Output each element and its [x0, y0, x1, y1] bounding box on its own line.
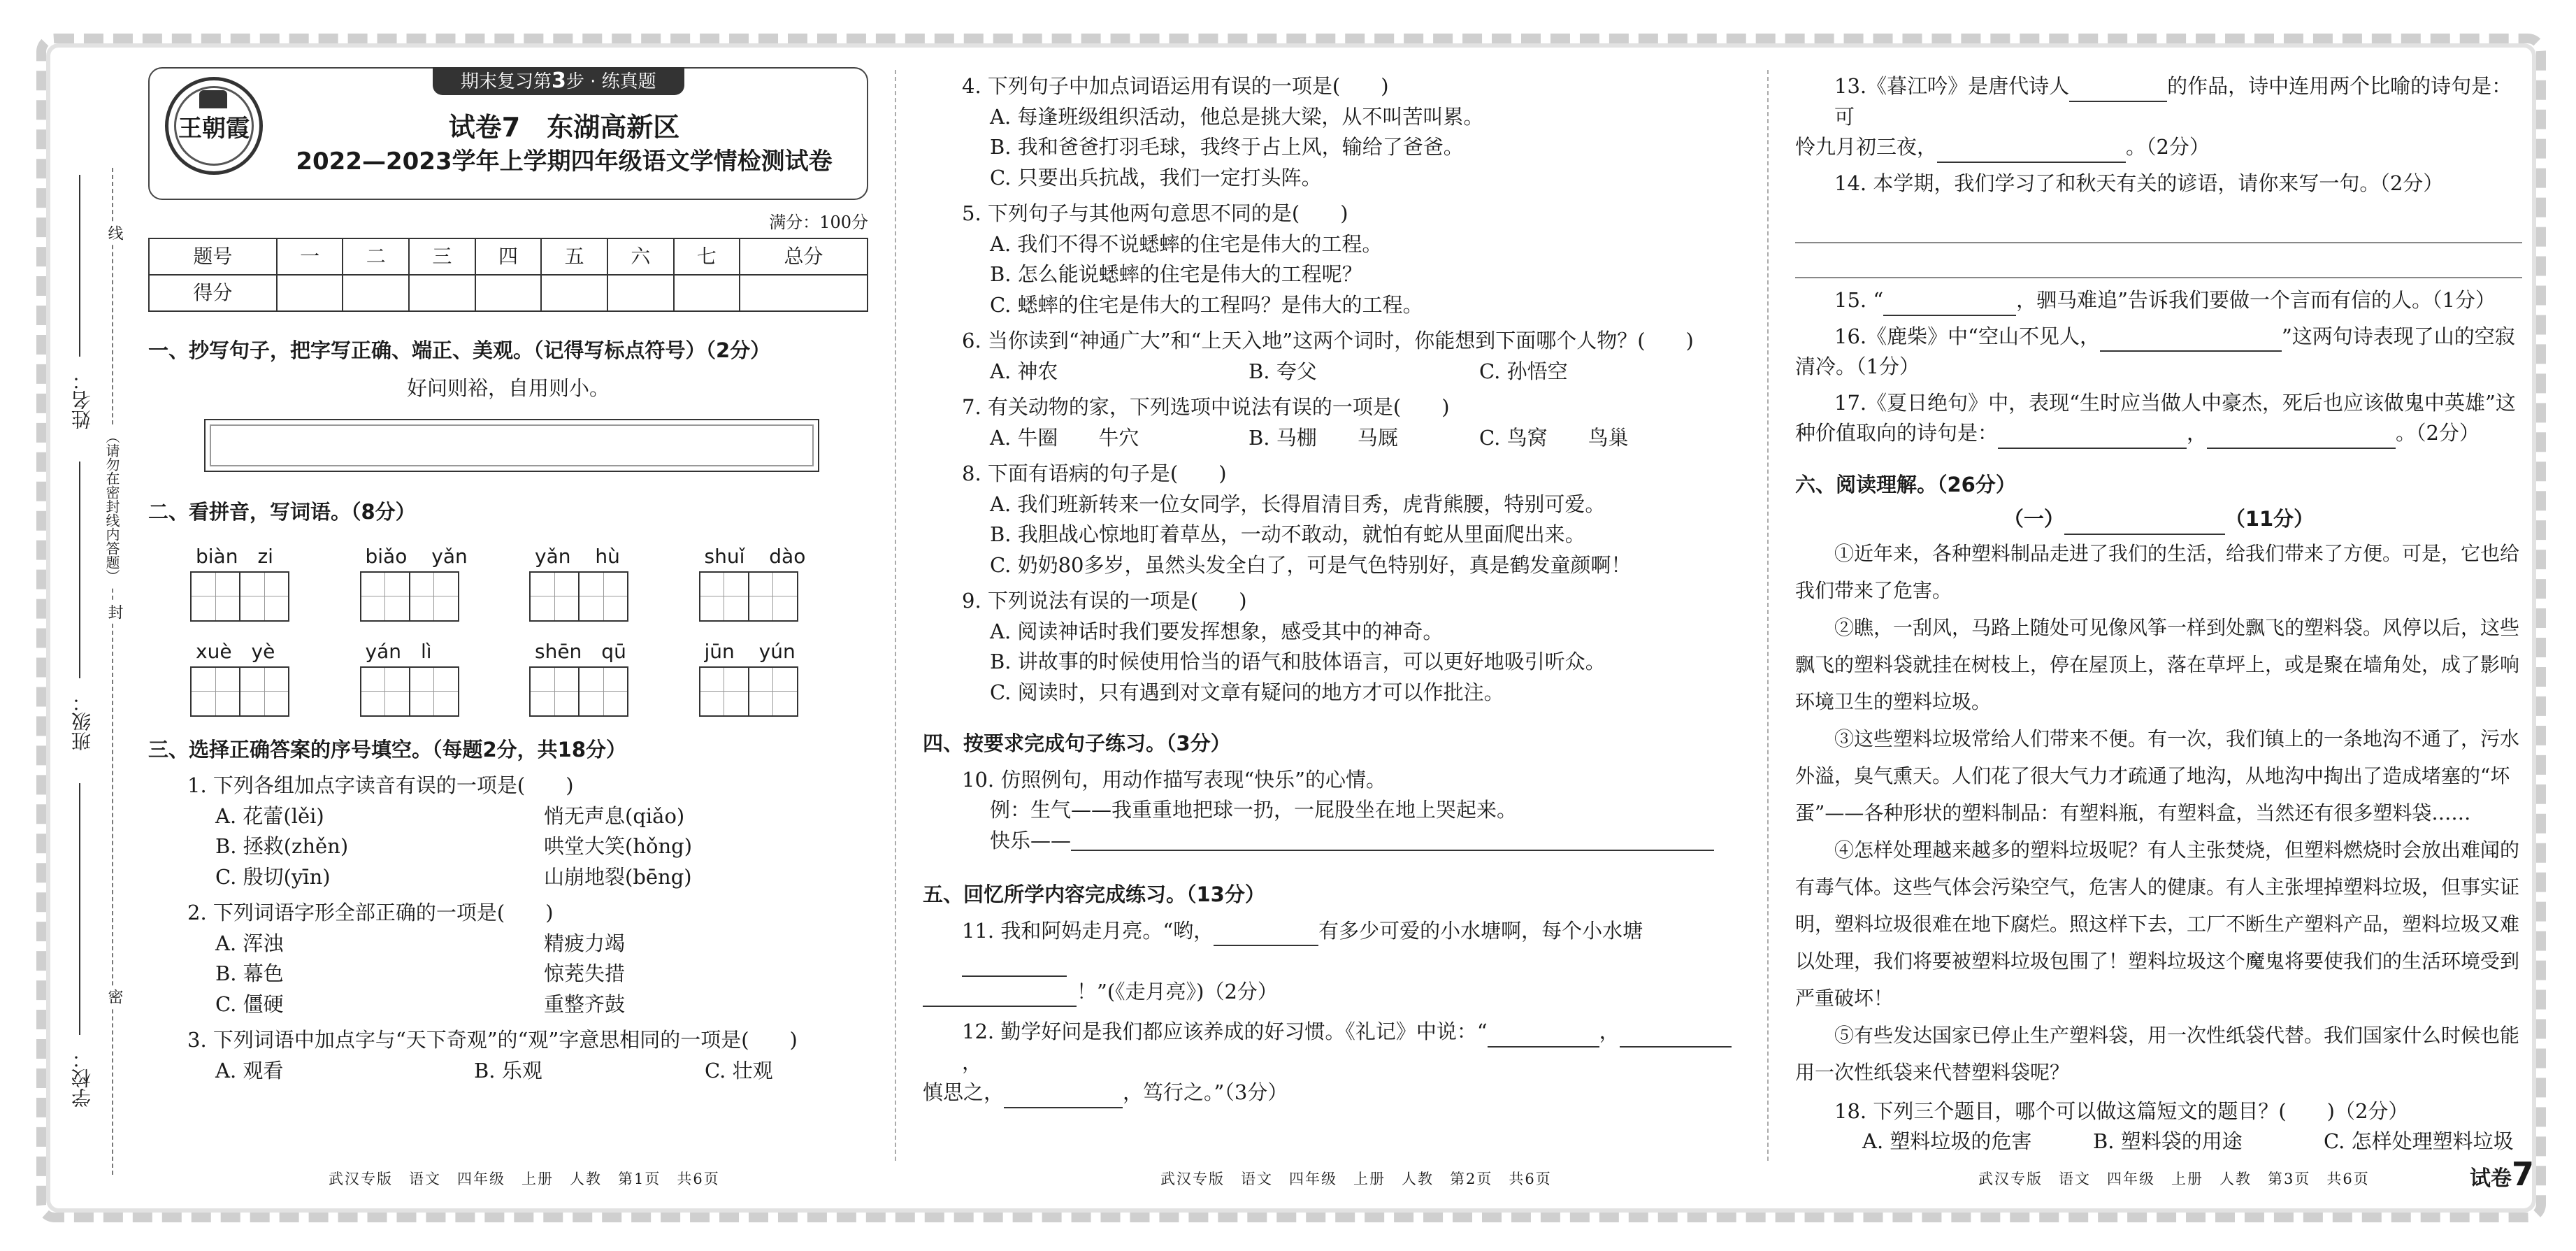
q5-option-a[interactable]: A. 我们不得不说蟋蟀的住宅是伟大的工程。: [990, 231, 1383, 256]
page-1: [148, 67, 868, 1186]
page-2: [923, 67, 1741, 1186]
school-label: 学校：: [71, 1049, 94, 1108]
page-3: [1795, 67, 2522, 1186]
writing-box[interactable]: [360, 666, 410, 717]
q2-option-b[interactable]: B. 幕色 惊茺失措: [215, 962, 626, 985]
q18-option-c[interactable]: C. 怎样处理塑料垃圾: [2324, 1129, 2514, 1153]
score-cell[interactable]: [740, 275, 868, 311]
exam-title: 试卷7 东湖高新区: [448, 112, 680, 143]
score-cell[interactable]: [674, 275, 740, 311]
review-step-tag: 期末复习第3步 · 练真题: [433, 67, 684, 95]
q4-option-c[interactable]: C. 只要出兵抗战，我们一定打头阵。: [990, 165, 1322, 190]
question-7: 7. 有关动物的家，下列选项中说法有误的一项是( ): [962, 395, 1450, 419]
copy-sentence: 好问则裕，自用则小。: [406, 376, 610, 400]
score-cell[interactable]: [607, 275, 674, 311]
question-12-cont: 慎思之， ，笃行之。”（3分）: [923, 1078, 1741, 1108]
q9-option-c[interactable]: C. 阅读时，只有遇到对文章有疑问的地方才可以作批注。: [990, 680, 1504, 704]
footer-page-3: 武汉专版 语文 四年级 上册 人教 第3页 共6页: [1978, 1171, 2370, 1187]
q10-blank[interactable]: [1071, 826, 1714, 851]
q18-option-a[interactable]: A. 塑料垃圾的危害: [1862, 1129, 2032, 1153]
writing-box[interactable]: [409, 666, 459, 717]
footer-page-2: 武汉专版 语文 四年级 上册 人教 第2页 共6页: [1160, 1171, 1552, 1187]
pinyin-item: xuè yè: [190, 637, 360, 717]
question-16: 16.《鹿柴》中“空山不见人， ”这两句诗表现了山的空寂: [1795, 322, 2522, 352]
binding-note: （请勿在密封线内答题）: [102, 427, 122, 586]
q17-blank-1[interactable]: [1998, 424, 2187, 449]
question-4: 4. 下列句子中加点词语运用有误的一项是( ): [962, 74, 1389, 98]
binding-mi: 密: [103, 986, 125, 1007]
q5-option-c[interactable]: C. 蟋蟀的住宅是伟大的工程吗？是伟大的工程。: [990, 292, 1423, 317]
reading-paragraph-2: ②瞧，一刮风，马路上随处可见像风筝一样到处飘飞的塑料袋。风停以后，这些飘飞的塑料袋就挂在树枝上，停在屋顶上，落在草坪上，或是聚在墙角处，成了影响环境卫生的塑料垃圾。: [1795, 615, 2520, 713]
q10-example: 例：生气——我重重地把球一扔，一屁股坐在地上哭起来。: [990, 798, 1518, 822]
column-divider-2: [1767, 70, 1769, 1161]
q1-option-b[interactable]: B. 拯救(zhěn) 哄堂大笑(hǒng): [215, 834, 693, 858]
writing-box[interactable]: [699, 571, 749, 622]
q16-blank[interactable]: [2100, 327, 2282, 352]
question-11-cont: ！”(《走月亮》)（2分）: [923, 977, 1741, 1008]
q12-blank-1[interactable]: [1488, 1022, 1599, 1048]
copy-answer-box[interactable]: [204, 419, 819, 472]
q14-line-2[interactable]: [1795, 249, 2522, 278]
question-2: 2. 下列词语字形全部正确的一项是( ): [187, 901, 554, 924]
writing-box[interactable]: [409, 571, 459, 622]
q9-option-a[interactable]: A. 阅读神话时我们要发挥想象，感受其中的神奇。: [990, 619, 1444, 643]
q7-options: [923, 423, 1741, 454]
q11-blank-2[interactable]: [962, 952, 1067, 977]
q5-option-b[interactable]: B. 怎么能说蟋蟀的住宅是伟大的工程呢？: [990, 262, 1362, 286]
q6-option-b[interactable]: B. 夸父: [1249, 359, 1317, 383]
full-score: 满分：100分: [769, 213, 868, 232]
q11-blank-1[interactable]: [1214, 921, 1318, 946]
writing-box[interactable]: [699, 666, 749, 717]
pinyin-item: biàn zi: [190, 542, 360, 622]
question-10: 10. 仿照例句，用动作描写表现“快乐”的心情。: [962, 767, 1386, 792]
q4-option-b[interactable]: B. 我和爸爸打羽毛球，我终于占上风，输给了爸爸。: [990, 135, 1464, 159]
q18-option-b[interactable]: B. 塑料袋的用途: [2093, 1129, 2243, 1153]
writing-box[interactable]: [239, 666, 289, 717]
binding-xian: 线: [103, 222, 125, 243]
score-header: 七: [674, 238, 740, 275]
exam-subtitle: 2022—2023学年上学期四年级语文学情检测试卷: [296, 148, 833, 176]
q6-options: [923, 357, 1741, 387]
pinyin-item: yǎn hù: [529, 542, 699, 622]
binding-feng: 封: [103, 601, 125, 622]
q2-option-a[interactable]: A. 浑浊 精疲力竭: [215, 931, 626, 955]
writing-box[interactable]: [190, 666, 240, 717]
question-13-cont: 怜九月初三夜， 。（2分）: [1795, 132, 2522, 163]
column-divider-1: [895, 70, 896, 1161]
reading-paragraph-5: ⑤有些发达国家已停止生产塑料袋，用一次性纸袋代替。我们国家什么时候也能用一次性纸袋来代替塑料袋呢？: [1795, 1023, 2520, 1084]
reading-paragraph-1: ①近年来，各种塑料制品走进了我们的生活，给我们带来了方便。可是，它也给我们带来了危害。: [1795, 541, 2520, 602]
question-3: 3. 下列词语中加点字与“天下奇观”的“观”字意思相同的一项是( ): [187, 1028, 798, 1052]
question-14: 14. 本学期，我们学习了和秋天有关的谚语，请你来写一句。（2分）: [1834, 171, 2444, 195]
reading-part-title: （一） （11分）: [1795, 504, 2522, 535]
q1-option-c[interactable]: C. 殷切(yīn) 山崩地裂(bēng): [215, 864, 692, 889]
name-line: [79, 175, 80, 357]
q7-option-c[interactable]: C. 鸟窝 鸟巢: [1479, 425, 1629, 450]
reading-title-blank[interactable]: [2064, 511, 2225, 535]
score-header: 四: [475, 238, 542, 275]
q8-option-b[interactable]: B. 我胆战心惊地盯着草丛，一动不敢动，就怕有蛇从里面爬出来。: [990, 522, 1585, 546]
q3-options: [148, 1056, 868, 1087]
pinyin-item: biǎo yǎn: [360, 542, 530, 622]
score-row-label: 得分: [149, 275, 277, 311]
q11-blank-3[interactable]: [923, 982, 1077, 1007]
section-2-title: 二、看拼音，写词语。（8分）: [148, 500, 416, 524]
q14-line-1[interactable]: [1795, 214, 2522, 243]
writing-box[interactable]: [239, 571, 289, 622]
q4-option-a[interactable]: A. 每逢班级组织活动，他总是挑大梁，从不叫苦叫累。: [990, 104, 1484, 129]
pinyin-item: shēn qū: [529, 637, 699, 717]
reading-paragraph-3: ③这些塑料垃圾常给人们带来不便。有一次，我们镇上的一条地沟不通了，污水外溢，臭气熏天。人们花了很大气力才疏通了地沟，从地沟中掏出了造成堵塞的“坏蛋”——各种形状的塑料制品：有塑料瓶，有塑料盒，当然还有很多塑料袋……: [1795, 727, 2520, 824]
score-cell[interactable]: [475, 275, 542, 311]
score-cell[interactable]: [343, 275, 409, 311]
question-5: 5. 下列句子与其他两句意思不同的是( ): [962, 201, 1348, 225]
question-16-cont: 清冷。（1分）: [1795, 355, 1920, 378]
class-label: 班级：: [71, 692, 94, 751]
section-3-title: 三、选择正确答案的序号填空。（每题2分，共18分）: [148, 737, 627, 762]
question-13: 13.《暮江吟》是唐代诗人 的作品，诗中连用两个比喻的诗句是：可: [1834, 74, 2512, 129]
q13-blank-1[interactable]: [2069, 77, 2167, 102]
score-table: [148, 238, 868, 312]
section-1-title: 一、抄写句子，把字写正确、端正、美观。（记得写标点符号）（2分）: [148, 338, 771, 362]
section-4-title: 四、按要求完成句子练习。（3分）: [923, 731, 1231, 755]
q3-option-b[interactable]: B. 乐观: [474, 1058, 542, 1082]
question-8: 8. 下面有语病的句子是( ): [962, 462, 1227, 485]
writing-box[interactable]: [578, 666, 628, 717]
writing-box[interactable]: [578, 571, 628, 622]
name-label: 姓名：: [71, 371, 94, 429]
pinyin-item: jūn yún: [699, 637, 869, 717]
reading-paragraph-4: ④怎样处理越来越多的塑料垃圾呢？有人主张焚烧，但塑料燃烧时会放出难闻的有毒气体。这些气体会污染空气，危害人的健康。有人主张埋掉塑料垃圾，但事实证明，塑料垃圾很难在地下腐烂。照这样下去，工厂不断生产塑料产品，塑料垃圾又难以处理，我们将要被塑料垃圾包围了！塑料垃圾这个魔鬼将要使我们的生活环境受到严重破坏！: [1795, 838, 2520, 1010]
q9-option-b[interactable]: B. 讲故事的时候使用恰当的语气和肢体语言，可以更好地吸引听众。: [990, 650, 1606, 673]
section-5-title: 五、回忆所学内容完成练习。（13分）: [923, 882, 1265, 906]
q7-option-b[interactable]: B. 马棚 马厩: [1249, 425, 1398, 450]
writing-box[interactable]: [748, 571, 798, 622]
pinyin-grid: [190, 542, 868, 717]
q13-blank-2[interactable]: [1937, 138, 2126, 163]
question-18: 18. 下列三个题目，哪个可以做这篇短文的题目？( )（2分）: [1834, 1099, 2409, 1123]
class-line: [79, 462, 80, 678]
section-6-title: 六、阅读理解。（26分）: [1795, 472, 2016, 496]
pinyin-item: yán lì: [360, 637, 530, 717]
q3-option-c[interactable]: C. 壮观: [705, 1058, 773, 1082]
q18-options: [1795, 1127, 2522, 1157]
q15-blank[interactable]: [1883, 291, 2016, 316]
q1-option-a[interactable]: A. 花蕾(lěi) 悄无声息(qiǎo): [215, 803, 685, 828]
q8-option-c[interactable]: C. 奶奶80多岁，虽然头发全白了，可是气色特别好，真是鹤发童颜啊！: [990, 552, 1632, 577]
q12-blank-2[interactable]: [1620, 1022, 1732, 1048]
writing-box[interactable]: [360, 571, 410, 622]
score-header: 三: [409, 238, 475, 275]
school-line: [79, 783, 80, 1035]
score-header: 二: [343, 238, 409, 275]
question-9: 9. 下列说法有误的一项是( ): [962, 589, 1247, 613]
q2-option-c[interactable]: C. 僵硬 重整齐鼓: [215, 992, 626, 1016]
score-header: 题号: [149, 238, 277, 275]
score-header: 一: [277, 238, 343, 275]
q7-option-a[interactable]: A. 牛圈 牛穴: [990, 425, 1139, 450]
binding-line: [112, 168, 113, 1175]
q6-option-a[interactable]: A. 神农: [990, 359, 1058, 383]
question-15: 15. “ ，驷马难追”告诉我们要做一个言而有信的人。（1分）: [1795, 285, 2522, 316]
pinyin-item: shuǐ dào: [699, 542, 869, 622]
footer-page-1: 武汉专版 语文 四年级 上册 人教 第1页 共6页: [329, 1171, 720, 1187]
question-1: 1. 下列各组加点字读音有误的一项是( ): [187, 773, 574, 797]
q12-blank-3[interactable]: [1004, 1083, 1123, 1108]
paper-number-tag: 试卷7: [2469, 1155, 2534, 1193]
writing-box[interactable]: [190, 571, 240, 622]
question-6: 6. 当你读到“神通广大”和“上天入地”这两个词时，你能想到下面哪个人物？( ): [962, 329, 1694, 352]
q3-option-a[interactable]: A. 观看: [215, 1058, 284, 1082]
question-12: 12. 勤学好问是我们都应该养成的好习惯。《礼记》中说：“ ，，: [923, 1017, 1741, 1078]
q17-blank-2[interactable]: [2207, 424, 2396, 449]
score-cell[interactable]: [541, 275, 607, 311]
q6-option-c[interactable]: C. 孙悟空: [1479, 359, 1568, 383]
publisher-logo: 王朝霞: [165, 77, 263, 175]
q10-answer: 快乐——: [923, 826, 1741, 857]
q8-option-a[interactable]: A. 我们班新转来一位女同学，长得眉清目秀，虎背熊腰，特别可爱。: [990, 492, 1606, 516]
score-cell[interactable]: [277, 275, 343, 311]
writing-box[interactable]: [529, 571, 580, 622]
question-17-cont: 种价值取向的诗句是： ， 。（2分）: [1795, 418, 2522, 449]
score-cell[interactable]: [409, 275, 475, 311]
question-11: 11. 我和阿妈走月亮。“哟， 有多少可爱的小水塘啊，每个小水塘: [923, 916, 1741, 977]
score-header: 总分: [740, 238, 868, 275]
score-header: 五: [541, 238, 607, 275]
exam-header: [148, 67, 868, 200]
writing-box[interactable]: [529, 666, 580, 717]
writing-box[interactable]: [748, 666, 798, 717]
question-17: 17.《夏日绝句》中，表现“生时应当做人中豪杰，死后也应该做鬼中英雄”这: [1834, 390, 2516, 415]
score-header: 六: [607, 238, 674, 275]
